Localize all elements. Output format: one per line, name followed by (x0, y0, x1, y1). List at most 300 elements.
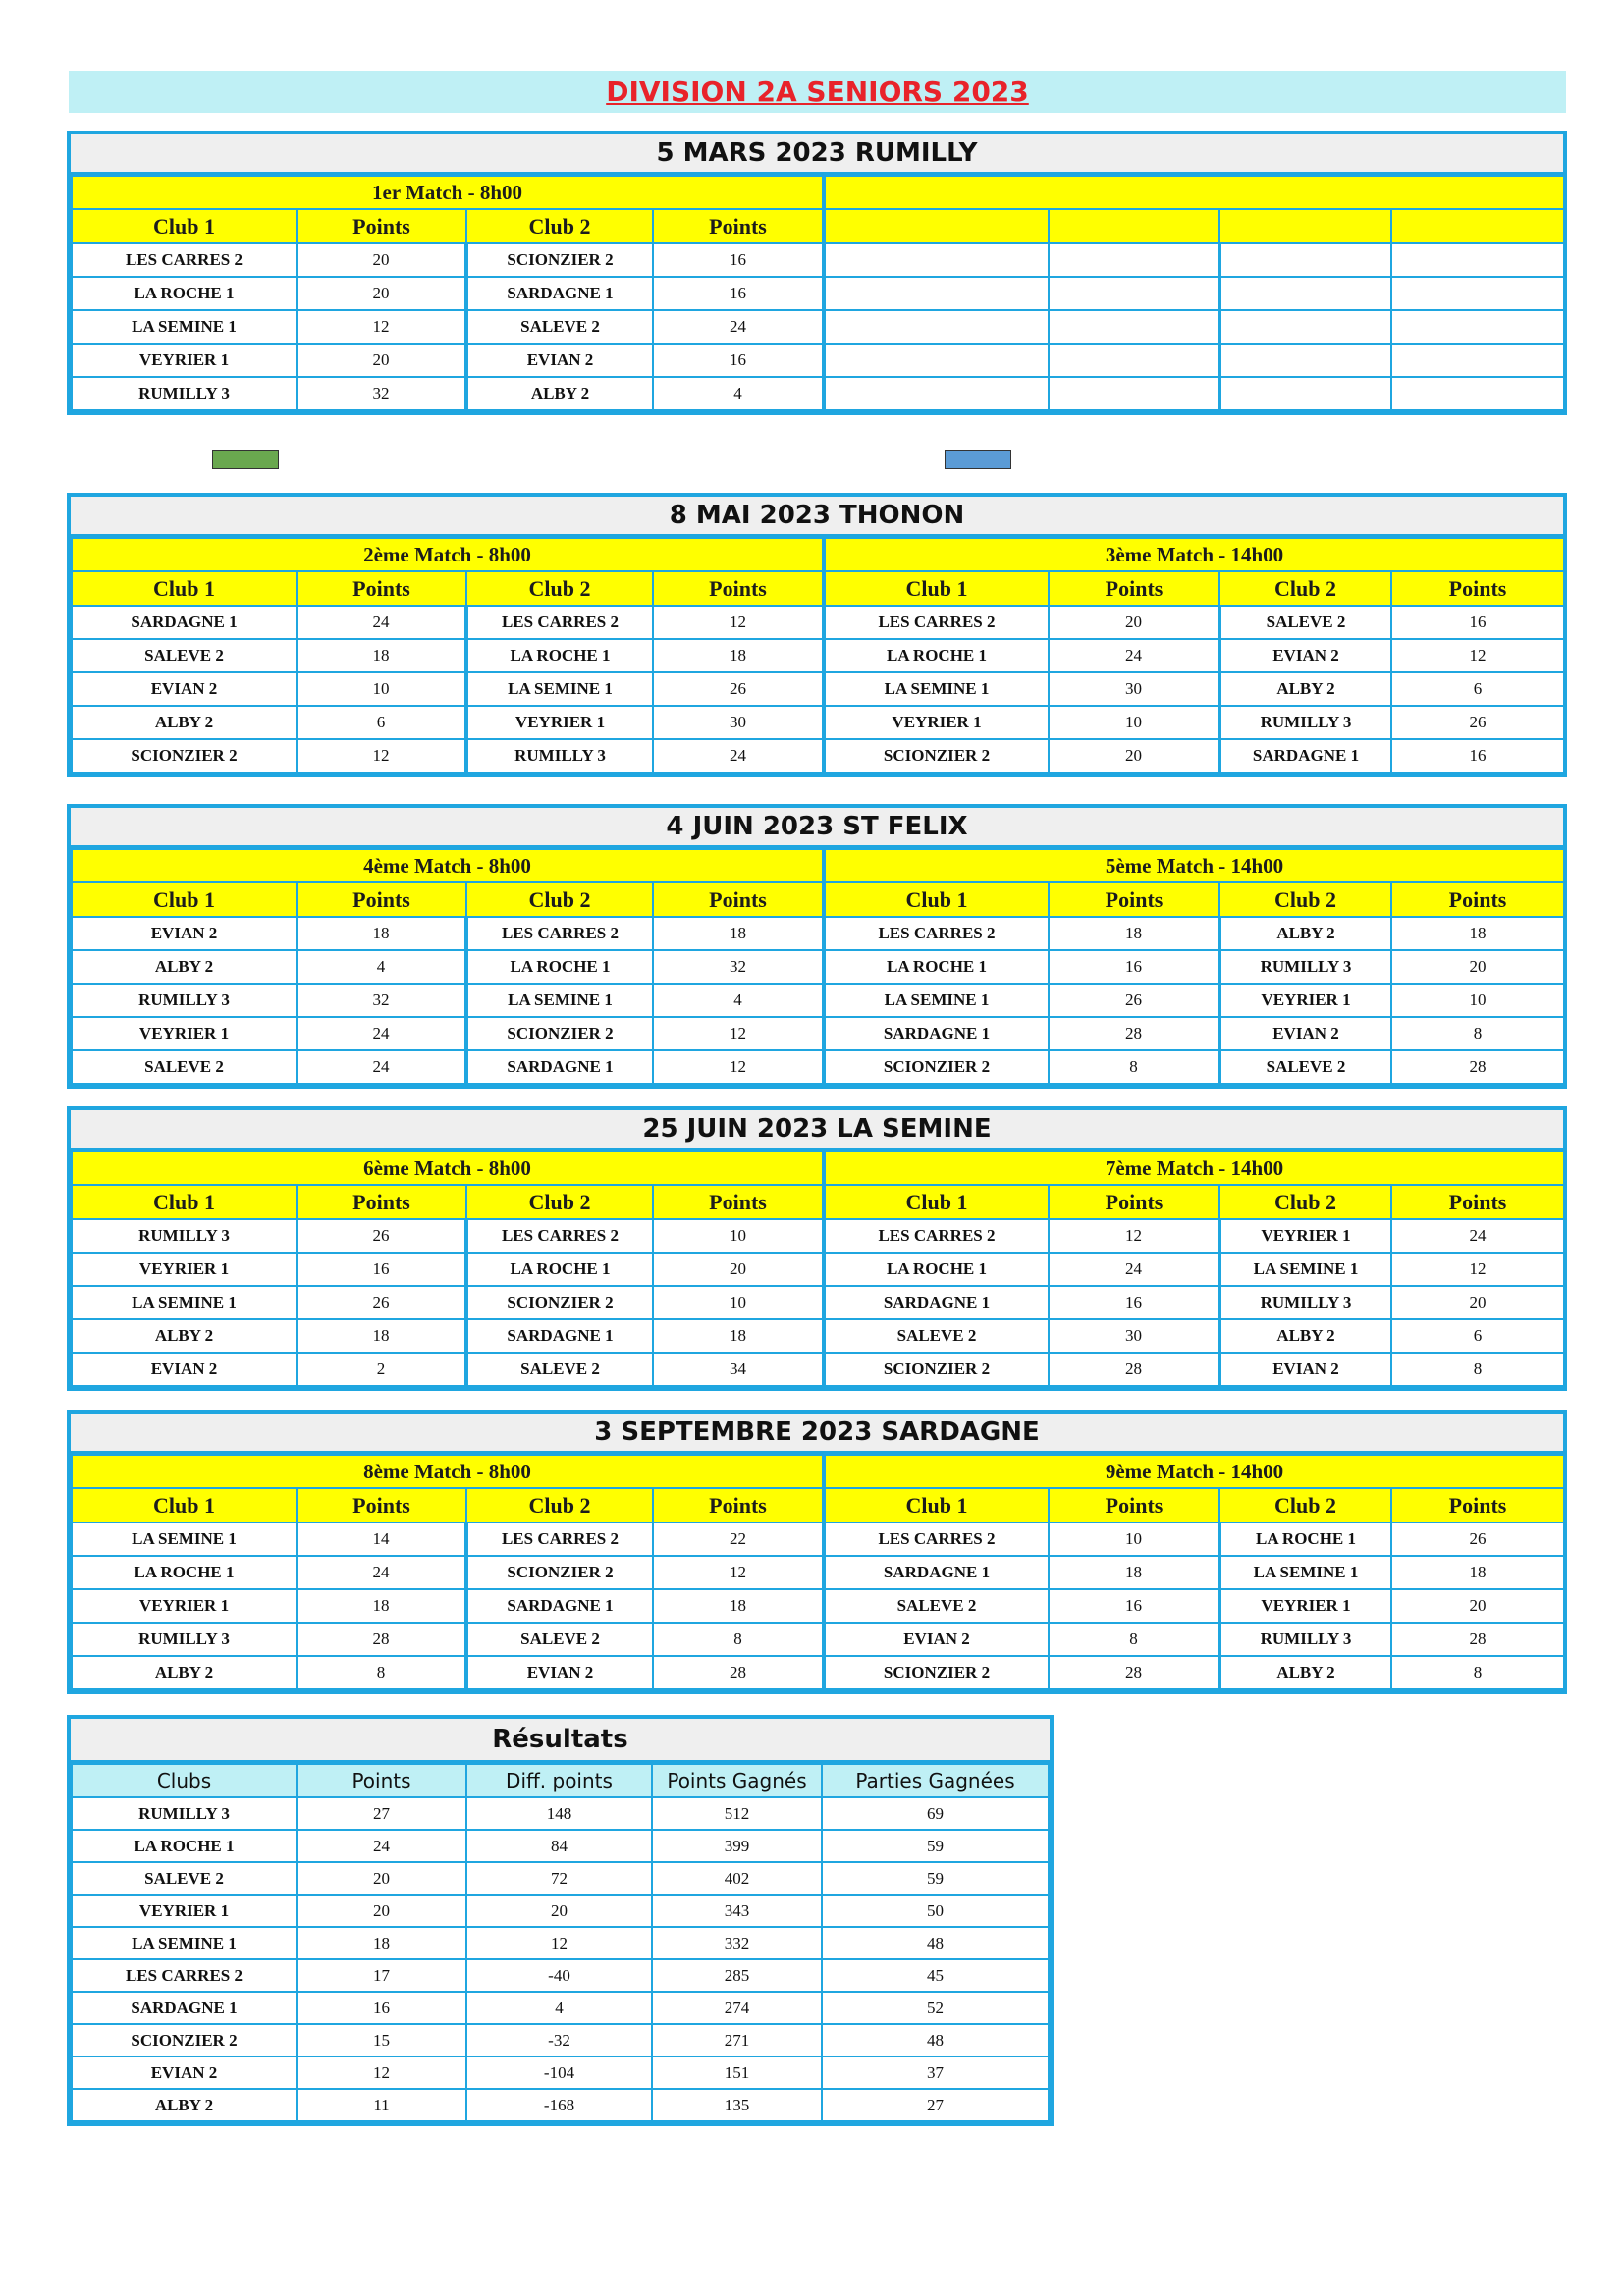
club1-name: SALEVE 2 (72, 639, 297, 672)
club1-points: 18 (297, 917, 466, 950)
club2-points: 24 (653, 739, 824, 773)
column-header-club1: Club 1 (72, 209, 297, 243)
match-day-section (67, 804, 1567, 1089)
diff-points: -40 (466, 1959, 652, 1992)
club2-name: SALEVE 2 (1219, 606, 1391, 639)
column-header-club2: Club 2 (1219, 1488, 1391, 1522)
games-won: 52 (822, 1992, 1049, 2024)
match-row (72, 1623, 1564, 1656)
match-row (72, 706, 1564, 739)
club1-name: EVIAN 2 (72, 672, 297, 706)
column-header-row (72, 571, 1564, 606)
match-row (72, 310, 1564, 344)
club1-points: 28 (1049, 1017, 1219, 1050)
column-header-points: Points (653, 1185, 824, 1219)
club1-name: LA SEMINE 1 (72, 1286, 297, 1319)
games-won: 59 (822, 1862, 1049, 1895)
club2-points: 6 (1391, 672, 1564, 706)
club2-name: RUMILLY 3 (1219, 1286, 1391, 1319)
club1-name: SALEVE 2 (824, 1319, 1049, 1353)
club2-points: 24 (1391, 1219, 1564, 1253)
results-column-header: Clubs (72, 1764, 297, 1797)
column-header-club2: Club 2 (466, 209, 653, 243)
club1-name: SCIONZIER 2 (824, 739, 1049, 773)
club1-points: 18 (297, 1589, 466, 1623)
column-header-points: Points (297, 209, 466, 243)
empty-cell (824, 377, 1049, 410)
club2-points: 34 (653, 1353, 824, 1386)
diff-points: 20 (466, 1895, 652, 1927)
club2-points: 26 (1391, 1522, 1564, 1556)
match-row (72, 1219, 1564, 1253)
column-header-empty (824, 209, 1049, 243)
points-won: 343 (652, 1895, 822, 1927)
club1-name: LES CARRES 2 (72, 243, 297, 277)
club2-points: 26 (1391, 706, 1564, 739)
match-row (72, 377, 1564, 410)
results-header-row (72, 1764, 1049, 1797)
club1-points: 18 (1049, 1556, 1219, 1589)
points-won: 151 (652, 2056, 822, 2089)
club1-points: 20 (1049, 739, 1219, 773)
club1-points: 18 (1049, 917, 1219, 950)
column-header-club2: Club 2 (1219, 882, 1391, 917)
club1-name: LES CARRES 2 (824, 917, 1049, 950)
club1-name: LES CARRES 2 (824, 1219, 1049, 1253)
club2-points: 4 (653, 984, 824, 1017)
club2-points: 28 (1391, 1623, 1564, 1656)
column-header-points: Points (653, 882, 824, 917)
club1-points: 24 (297, 1017, 466, 1050)
match-row (72, 917, 1564, 950)
match-day-title: 25 JUIN 2023 LA SEMINE (71, 1110, 1563, 1150)
empty-cell (1049, 377, 1219, 410)
club1-name: EVIAN 2 (72, 917, 297, 950)
club1-name: SALEVE 2 (824, 1589, 1049, 1623)
club1-points: 12 (297, 310, 466, 344)
club1-name: VEYRIER 1 (72, 1017, 297, 1050)
club-points: 27 (297, 1797, 466, 1830)
page-title: DIVISION 2A SENIORS 2023 (606, 76, 1029, 108)
club2-name: LA ROCHE 1 (466, 639, 653, 672)
club2-name: SARDAGNE 1 (466, 1050, 653, 1084)
results-row (72, 2089, 1049, 2121)
club1-name: ALBY 2 (72, 1319, 297, 1353)
empty-cell (1219, 310, 1391, 344)
column-header-club2: Club 2 (1219, 1185, 1391, 1219)
match-day-section (67, 1106, 1567, 1391)
club2-points: 8 (1391, 1017, 1564, 1050)
column-header-club1: Club 1 (824, 882, 1049, 917)
match-header: 1er Match - 8h00 (72, 176, 824, 209)
points-won: 402 (652, 1862, 822, 1895)
club2-points: 32 (653, 950, 824, 984)
club1-points: 20 (297, 243, 466, 277)
club-points: 12 (297, 2056, 466, 2089)
match-row (72, 672, 1564, 706)
club1-points: 18 (297, 639, 466, 672)
club-name: RUMILLY 3 (72, 1797, 297, 1830)
club1-points: 16 (1049, 1589, 1219, 1623)
column-header-points: Points (1049, 571, 1219, 606)
column-header-points: Points (1049, 882, 1219, 917)
empty-cell (1049, 277, 1219, 310)
club1-name: LA ROCHE 1 (824, 639, 1049, 672)
club2-points: 22 (653, 1522, 824, 1556)
club2-points: 12 (653, 1050, 824, 1084)
club2-name: EVIAN 2 (466, 1656, 653, 1689)
club1-name: LA SEMINE 1 (824, 672, 1049, 706)
club2-name: VEYRIER 1 (1219, 984, 1391, 1017)
results-column-header: Diff. points (466, 1764, 652, 1797)
club2-name: RUMILLY 3 (1219, 706, 1391, 739)
column-header-points: Points (297, 1185, 466, 1219)
match-header: 5ème Match - 14h00 (824, 849, 1564, 882)
club1-points: 24 (297, 1556, 466, 1589)
results-table (67, 1715, 1054, 2126)
column-header-row (72, 209, 1564, 243)
club1-name: LES CARRES 2 (824, 606, 1049, 639)
column-header-points: Points (1391, 571, 1564, 606)
club2-points: 18 (1391, 917, 1564, 950)
club2-name: ALBY 2 (1219, 672, 1391, 706)
results-row (72, 1862, 1049, 1895)
club2-name: RUMILLY 3 (1219, 1623, 1391, 1656)
games-won: 45 (822, 1959, 1049, 1992)
match-header-row (72, 176, 1564, 209)
club2-points: 10 (653, 1286, 824, 1319)
club2-name: SALEVE 2 (466, 310, 653, 344)
club1-name: EVIAN 2 (72, 1353, 297, 1386)
club1-name: LA ROCHE 1 (824, 1253, 1049, 1286)
club1-name: SARDAGNE 1 (72, 606, 297, 639)
club1-points: 30 (1049, 1319, 1219, 1353)
club2-points: 8 (1391, 1353, 1564, 1386)
match-grid (71, 848, 1565, 1085)
empty-cell (1049, 310, 1219, 344)
results-title: Résultats (71, 1719, 1050, 1763)
club2-name: ALBY 2 (466, 377, 653, 410)
games-won: 37 (822, 2056, 1049, 2089)
diff-points: 148 (466, 1797, 652, 1830)
club-name: EVIAN 2 (72, 2056, 297, 2089)
match-header: 4ème Match - 8h00 (72, 849, 824, 882)
club1-name: SARDAGNE 1 (824, 1286, 1049, 1319)
club2-name: ALBY 2 (1219, 1656, 1391, 1689)
club2-name: EVIAN 2 (1219, 1017, 1391, 1050)
match-row (72, 1589, 1564, 1623)
results-row (72, 1830, 1049, 1862)
column-header-points: Points (297, 571, 466, 606)
empty-cell (1391, 277, 1564, 310)
club2-name: RUMILLY 3 (466, 739, 653, 773)
match-row (72, 344, 1564, 377)
club2-name: LA SEMINE 1 (1219, 1253, 1391, 1286)
club2-points: 8 (653, 1623, 824, 1656)
results-grid (71, 1763, 1050, 2122)
match-grid (71, 537, 1565, 774)
club2-points: 12 (1391, 1253, 1564, 1286)
club1-points: 2 (297, 1353, 466, 1386)
match-header-row (72, 1151, 1564, 1185)
match-header: 7ème Match - 14h00 (824, 1151, 1564, 1185)
empty-cell (1049, 344, 1219, 377)
empty-cell (824, 310, 1049, 344)
results-row (72, 2056, 1049, 2089)
club1-points: 16 (1049, 950, 1219, 984)
column-header-points: Points (297, 882, 466, 917)
match-row (72, 639, 1564, 672)
games-won: 48 (822, 2024, 1049, 2056)
club-name: VEYRIER 1 (72, 1895, 297, 1927)
club1-points: 8 (1049, 1050, 1219, 1084)
club2-name: EVIAN 2 (1219, 1353, 1391, 1386)
club2-name: VEYRIER 1 (1219, 1219, 1391, 1253)
club2-name: SCIONZIER 2 (466, 1286, 653, 1319)
club1-name: RUMILLY 3 (72, 1219, 297, 1253)
club1-name: VEYRIER 1 (72, 344, 297, 377)
club-points: 24 (297, 1830, 466, 1862)
club2-name: SARDAGNE 1 (466, 1589, 653, 1623)
club2-points: 18 (1391, 1556, 1564, 1589)
club1-name: ALBY 2 (72, 1656, 297, 1689)
club2-points: 18 (653, 639, 824, 672)
club2-points: 18 (653, 1319, 824, 1353)
club2-name: LES CARRES 2 (466, 606, 653, 639)
club1-name: LA ROCHE 1 (824, 950, 1049, 984)
club-name: LES CARRES 2 (72, 1959, 297, 1992)
diff-points: -32 (466, 2024, 652, 2056)
club1-points: 12 (1049, 1219, 1219, 1253)
club-name: SALEVE 2 (72, 1862, 297, 1895)
column-header-club1: Club 1 (72, 1185, 297, 1219)
club1-name: VEYRIER 1 (72, 1589, 297, 1623)
column-header-points: Points (297, 1488, 466, 1522)
club2-points: 16 (653, 277, 824, 310)
match-day-title: 4 JUIN 2023 ST FELIX (71, 808, 1563, 848)
club1-name: SCIONZIER 2 (824, 1050, 1049, 1084)
match-day-title: 5 MARS 2023 RUMILLY (71, 134, 1563, 175)
club2-name: VEYRIER 1 (466, 706, 653, 739)
column-header-club2: Club 2 (466, 571, 653, 606)
match-row (72, 950, 1564, 984)
club1-points: 4 (297, 950, 466, 984)
column-header-club2: Club 2 (1219, 571, 1391, 606)
match-header: 8ème Match - 8h00 (72, 1455, 824, 1488)
club1-name: SALEVE 2 (72, 1050, 297, 1084)
club1-name: SARDAGNE 1 (824, 1017, 1049, 1050)
club2-name: SCIONZIER 2 (466, 243, 653, 277)
club1-points: 10 (297, 672, 466, 706)
results-row (72, 1992, 1049, 2024)
match-row (72, 606, 1564, 639)
club2-name: RUMILLY 3 (1219, 950, 1391, 984)
club-points: 20 (297, 1862, 466, 1895)
empty-cell (1391, 243, 1564, 277)
column-header-points: Points (653, 209, 824, 243)
club2-name: LA ROCHE 1 (1219, 1522, 1391, 1556)
club1-points: 8 (297, 1656, 466, 1689)
empty-cell (1049, 243, 1219, 277)
club1-name: LA ROCHE 1 (72, 277, 297, 310)
results-row (72, 1927, 1049, 1959)
club2-points: 18 (653, 1589, 824, 1623)
match-grid (71, 1454, 1565, 1690)
column-header-points: Points (1391, 882, 1564, 917)
club1-name: LES CARRES 2 (824, 1522, 1049, 1556)
club2-name: LES CARRES 2 (466, 1219, 653, 1253)
games-won: 48 (822, 1927, 1049, 1959)
match-header: 6ème Match - 8h00 (72, 1151, 824, 1185)
results-row (72, 2024, 1049, 2056)
match-day-title: 8 MAI 2023 THONON (71, 497, 1563, 537)
club-points: 20 (297, 1895, 466, 1927)
diff-points: -104 (466, 2056, 652, 2089)
club-name: LA SEMINE 1 (72, 1927, 297, 1959)
club2-points: 16 (653, 344, 824, 377)
match-row (72, 984, 1564, 1017)
games-won: 50 (822, 1895, 1049, 1927)
diff-points: 12 (466, 1927, 652, 1959)
empty-cell (824, 344, 1049, 377)
club2-points: 12 (1391, 639, 1564, 672)
club2-points: 4 (653, 377, 824, 410)
club1-points: 20 (297, 344, 466, 377)
column-header-club2: Club 2 (466, 1185, 653, 1219)
match-row (72, 1556, 1564, 1589)
club1-points: 26 (297, 1219, 466, 1253)
club-points: 16 (297, 1992, 466, 2024)
club2-points: 10 (653, 1219, 824, 1253)
empty-cell (1391, 310, 1564, 344)
results-row (72, 1797, 1049, 1830)
club-points: 17 (297, 1959, 466, 1992)
column-header-row (72, 1488, 1564, 1522)
club2-name: SCIONZIER 2 (466, 1556, 653, 1589)
club2-points: 28 (653, 1656, 824, 1689)
match-grid (71, 175, 1565, 411)
club1-points: 24 (1049, 639, 1219, 672)
club1-points: 30 (1049, 672, 1219, 706)
match-header-row (72, 1455, 1564, 1488)
club2-name: VEYRIER 1 (1219, 1589, 1391, 1623)
diff-points: 84 (466, 1830, 652, 1862)
club2-name: EVIAN 2 (466, 344, 653, 377)
club2-points: 28 (1391, 1050, 1564, 1084)
match-header-row (72, 538, 1564, 571)
club2-name: SARDAGNE 1 (466, 277, 653, 310)
match-row (72, 1017, 1564, 1050)
club2-points: 30 (653, 706, 824, 739)
column-header-club1: Club 1 (72, 1488, 297, 1522)
results-column-header: Points (297, 1764, 466, 1797)
club2-name: SALEVE 2 (466, 1623, 653, 1656)
empty-cell (1219, 377, 1391, 410)
club-name: SCIONZIER 2 (72, 2024, 297, 2056)
diff-points: 4 (466, 1992, 652, 2024)
club1-points: 24 (297, 606, 466, 639)
club2-name: LA SEMINE 1 (466, 672, 653, 706)
club1-points: 24 (1049, 1253, 1219, 1286)
page-title-banner (69, 71, 1566, 113)
club2-name: SCIONZIER 2 (466, 1017, 653, 1050)
column-header-club1: Club 1 (824, 1488, 1049, 1522)
match-row (72, 1286, 1564, 1319)
column-header-points: Points (1049, 1488, 1219, 1522)
club1-points: 16 (297, 1253, 466, 1286)
club2-points: 6 (1391, 1319, 1564, 1353)
points-won: 512 (652, 1797, 822, 1830)
column-header-club1: Club 1 (824, 1185, 1049, 1219)
points-won: 274 (652, 1992, 822, 2024)
club1-points: 26 (297, 1286, 466, 1319)
club2-name: SALEVE 2 (1219, 1050, 1391, 1084)
club-name: ALBY 2 (72, 2089, 297, 2121)
club1-points: 18 (297, 1319, 466, 1353)
empty-cell (824, 243, 1049, 277)
column-header-points: Points (1049, 1185, 1219, 1219)
club2-points: 18 (653, 917, 824, 950)
column-header-club1: Club 1 (72, 882, 297, 917)
club2-points: 20 (1391, 1286, 1564, 1319)
match-row (72, 1319, 1564, 1353)
empty-cell (824, 277, 1049, 310)
games-won: 27 (822, 2089, 1049, 2121)
club1-points: 28 (1049, 1353, 1219, 1386)
club2-points: 26 (653, 672, 824, 706)
results-row (72, 1959, 1049, 1992)
match-header-row (72, 849, 1564, 882)
club2-points: 20 (1391, 950, 1564, 984)
club1-points: 6 (297, 706, 466, 739)
club2-points: 24 (653, 310, 824, 344)
column-header-club1: Club 1 (72, 571, 297, 606)
club1-points: 24 (297, 1050, 466, 1084)
club2-points: 16 (1391, 606, 1564, 639)
club2-name: ALBY 2 (1219, 1319, 1391, 1353)
empty-cell (1219, 344, 1391, 377)
match-header: 9ème Match - 14h00 (824, 1455, 1564, 1488)
match-row (72, 243, 1564, 277)
club2-points: 10 (1391, 984, 1564, 1017)
column-header-points: Points (653, 571, 824, 606)
club1-points: 14 (297, 1522, 466, 1556)
legend-blue-swatch (945, 450, 1011, 469)
match-row (72, 1656, 1564, 1689)
games-won: 69 (822, 1797, 1049, 1830)
club2-name: LA SEMINE 1 (466, 984, 653, 1017)
club1-name: LA SEMINE 1 (72, 310, 297, 344)
club1-name: RUMILLY 3 (72, 377, 297, 410)
club2-name: SALEVE 2 (466, 1353, 653, 1386)
empty-cell (1391, 377, 1564, 410)
empty-cell (1219, 243, 1391, 277)
club1-points: 28 (1049, 1656, 1219, 1689)
club2-name: ALBY 2 (1219, 917, 1391, 950)
club2-name: LA SEMINE 1 (1219, 1556, 1391, 1589)
match-row (72, 1050, 1564, 1084)
club-points: 11 (297, 2089, 466, 2121)
club1-name: SARDAGNE 1 (824, 1556, 1049, 1589)
column-header-row (72, 1185, 1564, 1219)
diff-points: -168 (466, 2089, 652, 2121)
club1-name: ALBY 2 (72, 950, 297, 984)
club-name: SARDAGNE 1 (72, 1992, 297, 2024)
club2-points: 12 (653, 1017, 824, 1050)
column-header-points: Points (653, 1488, 824, 1522)
club1-name: RUMILLY 3 (72, 1623, 297, 1656)
club1-points: 10 (1049, 706, 1219, 739)
